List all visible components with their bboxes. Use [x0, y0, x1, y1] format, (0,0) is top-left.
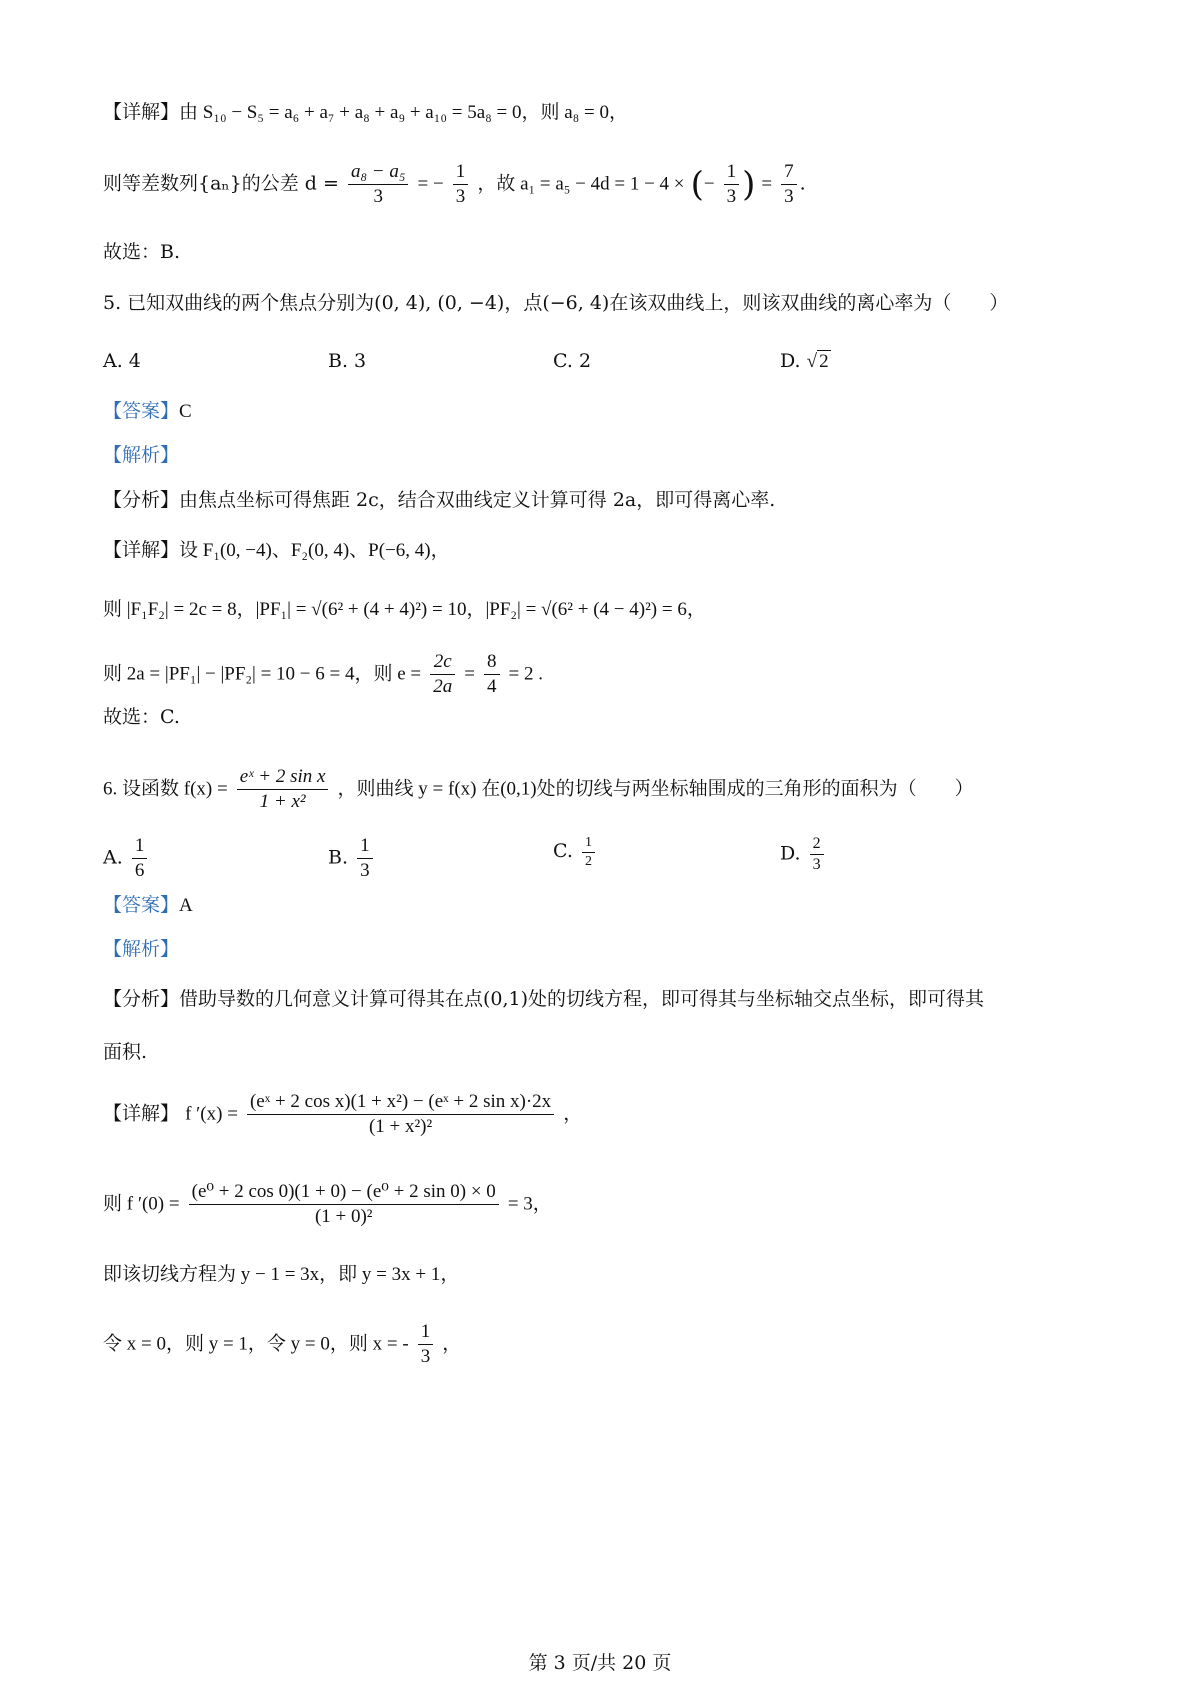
q6-option-d-label: D.	[780, 842, 801, 865]
q6-derivative	[103, 1090, 582, 1139]
f0-prefix: 则 f ′(0) =	[103, 1193, 180, 1215]
equals: =	[761, 173, 773, 195]
d-denominator: 3	[373, 185, 383, 207]
q5-analyze	[103, 491, 775, 510]
analyze-tag: 【分析】	[103, 988, 180, 1010]
q6-analysis-tag: 【解析】	[103, 938, 180, 960]
q5-option-c: C. 2	[553, 350, 592, 372]
q6-option-d-num: 2	[810, 834, 824, 855]
third-numerator: 1	[453, 160, 469, 185]
inner-numerator: 1	[724, 160, 740, 185]
q5-analyze-text: 由焦点坐标可得焦距 2c，结合双曲线定义计算可得 2a，即可得离心率.	[179, 489, 776, 511]
q6-analyze-line2: 面积.	[103, 1041, 148, 1063]
f0-result: = 3，	[507, 1193, 552, 1215]
intercept-suffix: ，	[442, 1332, 462, 1355]
q5-answer-value: C	[179, 401, 192, 422]
q6-option-b-num: 1	[357, 834, 373, 859]
p4-detail-line2	[103, 160, 806, 209]
left-paren: (	[690, 164, 704, 205]
deriv-suffix: ，	[563, 1102, 583, 1125]
p4-choice: 故选：B.	[103, 241, 181, 263]
f0-denominator: (1 + 0)²	[314, 1205, 373, 1227]
eight-quarters-fraction	[484, 650, 500, 699]
q5-choice: 故选：C.	[103, 706, 180, 728]
a1-expression: ，故 a₁ = a₅ − 4d = 1 − 4 ×	[477, 173, 685, 195]
q6-option-a	[103, 834, 150, 883]
deriv-prefix: f ′(x) =	[185, 1103, 238, 1125]
deriv-numerator: (eˣ + 2 cos x)(1 + x²) − (eˣ + 2 sin x)·2x	[247, 1090, 554, 1115]
seven-numerator: 7	[781, 160, 797, 185]
detail-tag: 【详解】	[103, 1102, 180, 1125]
q6-option-b-label: B.	[328, 846, 349, 869]
f0-fraction	[189, 1180, 499, 1229]
four-denominator: 4	[487, 675, 497, 697]
q6-analyze-text: 借助导数的几何意义计算可得其在点(0,1)处的切线方程，即可得其与坐标轴交点坐标，即可得其	[179, 988, 985, 1010]
q5-2a-expression: 则 2a = |PF₁| − |PF₂| = 10 − 6 = 4，则 e =	[103, 663, 422, 685]
p4-detail-line1	[103, 103, 628, 122]
q6-option-b	[328, 834, 376, 883]
e-fraction	[430, 650, 455, 699]
f-denominator: 1 + x²	[259, 790, 306, 812]
q6-f0	[103, 1180, 552, 1229]
q6-option-d	[780, 834, 827, 875]
q5-option-d-label: D.	[780, 350, 801, 372]
q6-option-d-den: 3	[812, 856, 821, 873]
q5-option-d: D. √ 2	[780, 350, 829, 372]
q6-analyze-line1	[103, 990, 984, 1009]
e-numerator: 2c	[430, 650, 455, 675]
q5-analysis-tag: 【解析】	[103, 444, 180, 466]
q6-stem-prefix: 6. 设函数 f(x) =	[103, 778, 228, 800]
answer-tag: 【答案】	[103, 894, 180, 916]
f-numerator: eˣ + 2 sin x	[237, 765, 329, 790]
q6-answer-value: A	[179, 895, 193, 916]
p4-detail-text: 由 S₁₀ − S₅ = a₆ + a₇ + a₈ + a₉ + a₁₀ = 5a₈ = 0，则 a₈ = 0，	[179, 102, 628, 123]
p4-d-prefix: 则等差数列{aₙ}的公差 d =	[103, 172, 339, 195]
page-footer: 第 3 页/共 20 页	[528, 1652, 672, 1674]
answer-tag: 【答案】	[103, 400, 180, 422]
inner-denominator: 3	[726, 185, 737, 207]
e-equals: =	[464, 663, 475, 685]
intercept-fraction	[418, 1320, 434, 1369]
q6-tangent: 即该切线方程为 y − 1 = 3x，即 y = 3x + 1，	[103, 1264, 460, 1285]
q5-option-b: B. 3	[328, 350, 367, 372]
q5-option-a: A. 4	[103, 350, 141, 372]
d-fraction	[348, 160, 409, 209]
q6-answer	[103, 896, 193, 915]
q5-stem: 5. 已知双曲线的两个焦点分别为(0, 4), (0, −4)，点(−6, 4)在该双曲线上，则该双曲线的离心率为（ ）	[103, 292, 1009, 314]
q5-detail-line1	[103, 541, 450, 560]
deriv-fraction	[247, 1090, 554, 1139]
q6-option-c-den: 2	[584, 853, 592, 869]
neg-sign: −	[703, 173, 715, 195]
d-numerator: a₈ − a₅	[348, 160, 409, 185]
seven-thirds-fraction	[781, 160, 797, 209]
q5-detail-text: 设 F₁(0, −4)、F₂(0, 4)、P(−6, 4)，	[179, 540, 450, 561]
q6-option-b-den: 3	[360, 859, 370, 881]
analyze-tag: 【分析】	[103, 489, 180, 511]
intercept-prefix: 令 x = 0，则 y = 1，令 y = 0，则 x = -	[103, 1333, 409, 1355]
q6-option-c-label: C.	[553, 840, 573, 862]
inner-third-fraction	[724, 160, 740, 209]
eq-neg: = −	[417, 173, 444, 195]
q5-detail-line2: 则 |F₁F₂| = 2c = 8，|PF₁| = √(6² + (4 + 4)²) = 10，|PF₂| = √(6² + (4 − 4)²) = 6，	[103, 599, 706, 620]
q6-option-a-den: 6	[134, 859, 145, 881]
detail-tag: 【详解】	[103, 539, 180, 561]
period: .	[799, 172, 806, 195]
neg-third-fraction	[453, 160, 469, 209]
deriv-denominator: (1 + x²)²	[368, 1115, 433, 1137]
q6-intercepts	[103, 1320, 461, 1369]
eight-numerator: 8	[484, 650, 500, 675]
intercept-denominator: 3	[420, 1345, 431, 1367]
q5-option-d-value: 2	[819, 351, 829, 372]
e-result: = 2 .	[508, 663, 544, 685]
q6-stem-suffix: ，则曲线 y = f(x) 在(0,1)处的切线与两坐标轴围成的三角形的面积为（ ）	[337, 778, 974, 800]
detail-tag: 【详解】	[103, 101, 180, 123]
q5-detail-line3	[103, 650, 543, 699]
f0-numerator: (e⁰ + 2 cos 0)(1 + 0) − (e⁰ + 2 sin 0) × 0	[189, 1180, 499, 1205]
e-denominator: 2a	[433, 675, 453, 697]
q5-answer	[103, 402, 192, 421]
seven-denominator: 3	[784, 185, 794, 207]
f-fraction	[237, 765, 329, 814]
right-paren: )	[742, 164, 756, 205]
q6-option-a-num: 1	[132, 834, 148, 859]
q6-option-c-num: 1	[582, 834, 595, 853]
q6-option-a-label: A.	[103, 846, 123, 869]
intercept-numerator: 1	[418, 1320, 434, 1345]
q6-stem	[103, 765, 974, 814]
third-denominator: 3	[455, 185, 466, 207]
q6-option-c	[553, 834, 598, 870]
